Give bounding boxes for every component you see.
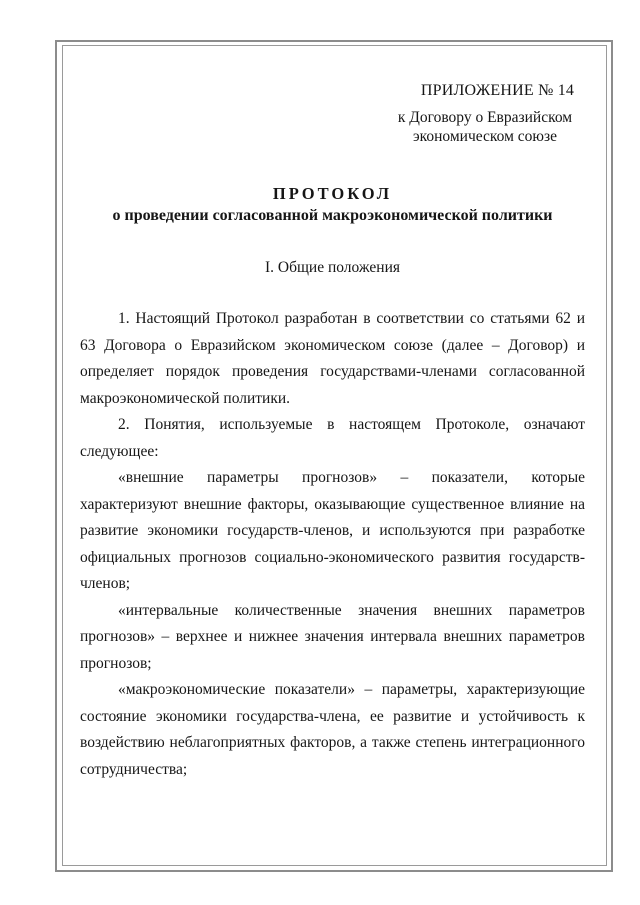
appendix-reference xyxy=(385,108,585,146)
paragraph: «макроэкономические показатели» – параметры, характеризующие состояние экономики государства-члена, ее развитие и устойчивость к воздействию неблагоприятных факторов, а также степень интеграционного сотрудничества; xyxy=(80,681,585,778)
paragraph: «внешние параметры прогнозов» – показатели, которые характеризуют внешние факторы, оказывающие существенное влияние на развитие экономики государств-членов, и используются при разработке официальных прогнозов социально-экономического развития государств-членов; xyxy=(80,469,585,592)
appendix-header xyxy=(385,82,585,146)
paragraph: 2. Понятия, используемые в настоящем Протоколе, означают следующее: xyxy=(80,416,585,460)
appendix-reference-line-2: экономическом союзе xyxy=(412,128,558,145)
paragraph: 1. Настоящий Протокол разработан в соответствии со статьями 62 и 63 Договора о Евразийском экономическом союзе (далее – Договор) и определяет порядок проведения государствами-членами согласованной макроэкономической политики. xyxy=(80,310,585,407)
document-title-block xyxy=(80,184,585,225)
document-title: ПРОТОКОЛ xyxy=(272,184,393,203)
paragraph: «интервальные количественные значения внешних параметров прогнозов» – верхнее и нижнее значения интервала внешних параметров прогнозов; xyxy=(80,601,585,672)
document-body xyxy=(80,306,585,783)
document-subtitle: о проведении согласованной макроэкономической политики xyxy=(112,207,553,224)
appendix-reference-line-1: к Договору о Евразийском xyxy=(397,109,573,126)
appendix-number: ПРИЛОЖЕНИЕ № 14 xyxy=(420,82,575,99)
section-heading: I. Общие положения xyxy=(264,259,401,276)
